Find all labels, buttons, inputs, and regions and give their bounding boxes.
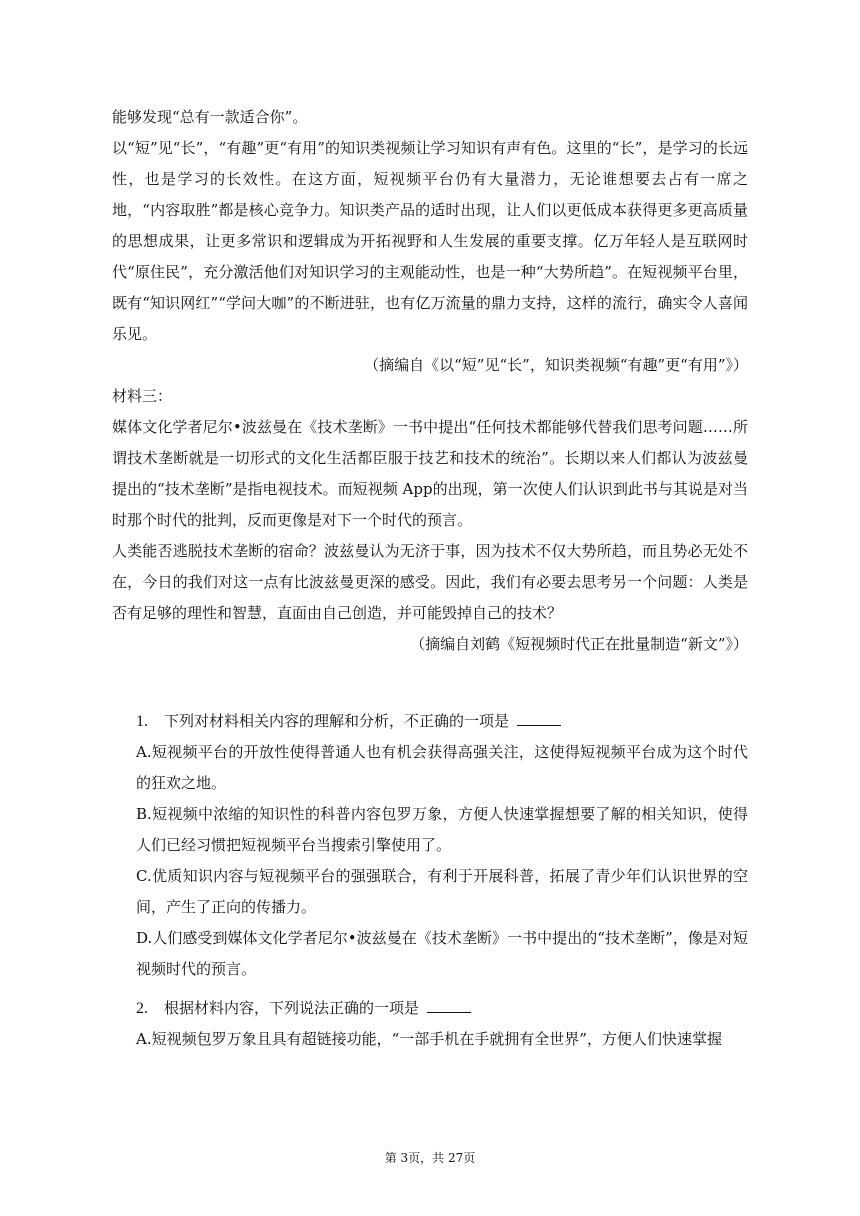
answer-blank [517, 711, 561, 726]
source-citation: （摘编自刘鹤《短视频时代正在批量制造“新文”》） [410, 635, 748, 653]
spacer [112, 660, 748, 698]
question-stem [112, 993, 748, 1024]
section-heading: 材料三： [112, 387, 173, 405]
answer-blank [427, 998, 471, 1013]
paragraph: 能够发现“总有一款适合你”。 [112, 108, 308, 126]
option: D.人们感受到媒体文化学者尼尔•波兹曼在《技术垄断》一书中提出的“技术垄断”，像是对短视频时代的预言。 [136, 929, 748, 978]
question-text: 根据材料内容，下列说法正确的一项是 [164, 999, 420, 1017]
source-citation: （摘编自《以“短”见“长”，知识类视频“有趣”更“有用”》） [364, 356, 748, 374]
paragraph: 人类能否逃脱技术垄断的宿命？波兹曼认为无济于事，因为技术不仅大势所趋，而且势必无处不在，今日的我们对这一点有比波兹曼更深的感受。因此，我们有必要去思考另一个问题：人类是否有足够的理性和智慧，直面由自己创造，并可能毁掉自己的技术？ [112, 542, 748, 622]
page-footer: 第 3页，共 27页 [384, 1151, 476, 1165]
option: B.短视频中浓缩的知识性的科普内容包罗万象，方便人快速掌握想要了解的相关知识，使得人们已经习惯把短视频平台当搜索引擎使用了。 [136, 805, 748, 854]
paragraph: 以“短”见“长”，“有趣”更“有用”的知识类视频让学习知识有声有色。这里的“长”，是学习的长远性，也是学习的长效性。在这方面，短视频平台仍有大量潜力，无论谁想要去占有一席之地，“内容取胜”都是核心竞争力。知识类产品的适时出现，让人们以更低成本获得更多更高质量的思想成果，让更多常识和逻辑成为开拓视野和人生发展的重要支撑。亿万年轻人是互联网时代“原住民”，充分激活他们对知识学习的主观能动性，也是一种“大势所趋”。在短视频平台里，既有“知识网红”“学问大咖”的不断进驻，也有亿万流量的鼎力支持，这样的流行，确实令人喜闻乐见。 [112, 139, 748, 343]
paragraph: 媒体文化学者尼尔•波兹曼在《技术垄断》一书中提出“任何技术都能够代替我们思考问题……所谓技术垄断就是一切形式的文化生活都臣服于技艺和技术的统治”。长期以来人们都认为波兹曼提出的“技术垄断”是指电视技术。而短视频 App的出现，第一次使人们认识到此书与其说是对当时那个时代的批判，反而更像是对下一个时代的预言。 [112, 418, 748, 529]
page-content [112, 102, 748, 1055]
question-text: 下列对材料相关内容的理解和分析，不正确的一项是 [164, 712, 510, 730]
option: A.短视频平台的开放性使得普通人也有机会获得高强关注，这使得短视频平台成为这个时代的狂欢之地。 [136, 743, 748, 792]
question-number: 2. [136, 1000, 148, 1017]
option: A.短视频包罗万象且具有超链接功能，“一部手机在手就拥有全世界”，方便人们快速掌握 [136, 1030, 722, 1048]
question-stem [112, 706, 748, 737]
question-number: 1. [136, 713, 148, 730]
option: C.优质知识内容与短视频平台的强强联合，有利于开展科普，拓展了青少年们认识世界的空间，产生了正向的传播力。 [136, 867, 748, 916]
